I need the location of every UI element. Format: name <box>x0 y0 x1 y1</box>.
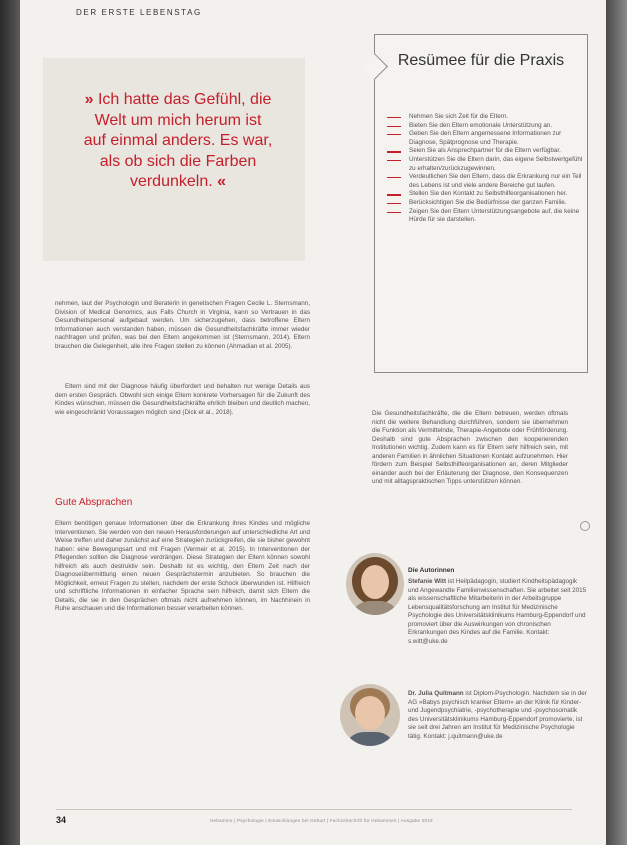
section-header: DER ERSTE LEBENSTAG <box>76 8 202 17</box>
subheading: Gute Absprachen <box>55 497 133 508</box>
page-shadow-right <box>606 0 627 845</box>
body-paragraph-2: Eltern sind mit der Diagnose häufig überfordert und behalten nur wenige Details aus dem ersten Gespräch. Obwohl sich einige Eltern konkrete Vorhersagen für die Zukunft des Kindes wünschen, müssen die Gesundheitsfachkräfte ehrlich bleiben und deutlich machen, wie eingeschränkt Voraussagen möglich sind (Dick et al., 2018). <box>55 383 310 416</box>
summary-item: Seien Sie als Ansprechpartner für die Eltern verfügbar. <box>387 147 583 156</box>
summary-item: Verdeutlichen Sie den Eltern, dass die Erkrankung nur ein Teil des Lebens ist und viele andere Bereiche gut laufen. <box>387 173 583 190</box>
author-photo-1 <box>346 553 404 615</box>
author-photo-2 <box>340 684 400 746</box>
quote-open-mark: » <box>84 91 94 108</box>
magazine-page <box>20 0 606 845</box>
page-shadow-left <box>0 0 20 845</box>
summary-box <box>374 34 588 373</box>
author-name-2: Dr. Julia Quitmann <box>408 690 464 697</box>
author-bio-2 <box>408 690 588 741</box>
author-name-1: Stefanie Witt <box>408 578 447 585</box>
summary-item: Berücksichtigen Sie die Bedürfnisse der ganzen Familie. <box>387 199 583 208</box>
footer-credit: Hebamme | Psychologie | Entwicklungen bei Geburt | Fachzeitschrift für Hebammen | Ausgabe 2019 <box>210 818 433 823</box>
face-shape <box>361 565 389 599</box>
author-bio-2-text: ist Diplom-Psychologin. Nachdem sie in der AG »Babys psychisch kranker Eltern« an der Klinik für Kinder- und Jugendpsychiatrie, -psychotherapie und -psychosomatik des Universitätsklinikums Hamburg-Eppendorf promovierte, ist sie seit drei Jahren am Institut für Medizinische Psychologie tätig. Kontakt: j.quitmann@uke.de <box>408 690 587 740</box>
footer-divider <box>56 809 572 810</box>
summary-item: Bieten Sie den Eltern emotionale Unterstützung an. <box>387 122 583 131</box>
body-paragraph-4: Die Gesundheitsfachkräfte, die die Eltern betreuen, werden oftmals nicht die weitere Behandlung durchführen, sondern sie übernehmen die Funktion als Vermittelnde, Therapie-Angebote oder Frühförderung. Deshalb sind gute Absprachen zwischen den kooperierenden Institutionen wichtig. Zudem kann es für Eltern sehr hilfreich sein, mit anderen Familien in ähnlichen Situationen Kontakt aufzunehmen. Hier fördern zum Beispiel Selbsthilfeorganisationen an, deren Mitglieder einander auch bei der Erläuterung der Diagnose, den Konsequenzen und mit alltagspraktischen Tipps unterstützen können. <box>372 410 568 486</box>
authors-title: Die Autorinnen <box>408 567 455 574</box>
pull-quote-box <box>43 58 305 261</box>
author-bio-1-text: ist Heilpädagogin, studiert Kindheitspädagogik und Angewandte Familienwissenschaften. Sie arbeitet seit 2015 als wissenschaftliche Mitarbeiterin in der Arbeitsgruppe Lebensqualitätsforschung am Institut für Medizinische Psychologie des Universitätsklinikums Hamburg-Eppendorf und promoviert über die Auswirkungen von chronischen Erkrankungen des Kindes auf die Familie. Kontakt: s.witt@uke.de <box>408 578 587 645</box>
summary-item: Geben Sie den Eltern angemessene Informationen zur Diagnose, Spätprognose und Therapie. <box>387 130 583 147</box>
summary-item: Unterstützen Sie die Eltern darin, das eigene Selbstwertgefühl zu erhalten/zurückzugewinnen. <box>387 156 583 173</box>
pull-quote <box>83 90 273 193</box>
summary-list <box>387 113 583 225</box>
summary-title: Resümee für die Praxis <box>397 52 565 69</box>
body-paragraph-3: Eltern benötigen genaue Informationen über die Erkrankung ihres Kindes und mögliche Interventionen. Sie werden von den neuen Herausforderungen auf unterschiedliche Art und Weise treffen und daher zunächst auf eine Strategien zurückgreifen, die sie bisher gewohnt haben: eine Bewegungsart und mit Fragen (Vermeir et al. 2015). In Interventionen der Pflegenden sollten die Diagnose verdrängen. Diese Strategien der Eltern können sowohl hilfreich als auch destruktiv sein. Deshalb ist es wichtig, den Eltern Zeit nach der Diagnoseübermittlung einen neuen Gesprächstermin anzubieten. So brauchen die Möglichkeit, erneut Fragen zu stellen, nachdem der erste Schock überwunden ist. Hilfreich und schriftliche Informationen in einfacher Sprache sein hilfreich, damit sich Eltern die Details, die sie in den Gesprächen oftmals nicht aufnehmen können, im Nachhinein in Ruhe anschauen und die Informationen besser verarbeiten können. <box>55 520 310 613</box>
shirt-shape <box>344 732 396 746</box>
shirt-shape <box>350 601 400 615</box>
quote-text: Ich hatte das Gefühl, die Welt um mich herum ist auf einmal anders. Es war, als ob sich die Farben verdunkeln. <box>83 91 273 190</box>
summary-item: Nehmen Sie sich Zeit für die Eltern. <box>387 113 583 122</box>
quote-close-mark: « <box>217 173 227 190</box>
summary-item: Zeigen Sie den Eltern Unterstützungsangebote auf, die keine Hürde für sie darstellen. <box>387 208 583 225</box>
face-shape <box>355 696 385 730</box>
summary-item: Stellen Sie den Kontakt zu Selbsthilfeorganisationen her. <box>387 190 583 199</box>
body-paragraph-1: nehmen, laut der Psychologin und Beraterin in genetischen Fragen Cecile L. Sternsmann, Division of Medical Genomics, aus Falls Church in Virginia, kann so Vertrauen in das Gesundheitspersonal aufgebaut werden. Um sicherzugehen, dass betroffene Eltern Informationen auch verstanden haben, müssen die Gesundheitsfachkräfte immer wieder nachfragen und prüfen, was bei den Eltern angekommen ist (Sternsmann, 2014). Eltern brauchen die Gelegenheit, alle ihre Fragen stellen zu können (Ahmadian et al. 2005). <box>55 300 310 350</box>
page-number: 34 <box>56 815 67 825</box>
author-bio-1 <box>408 578 588 646</box>
article-end-icon <box>580 521 590 531</box>
